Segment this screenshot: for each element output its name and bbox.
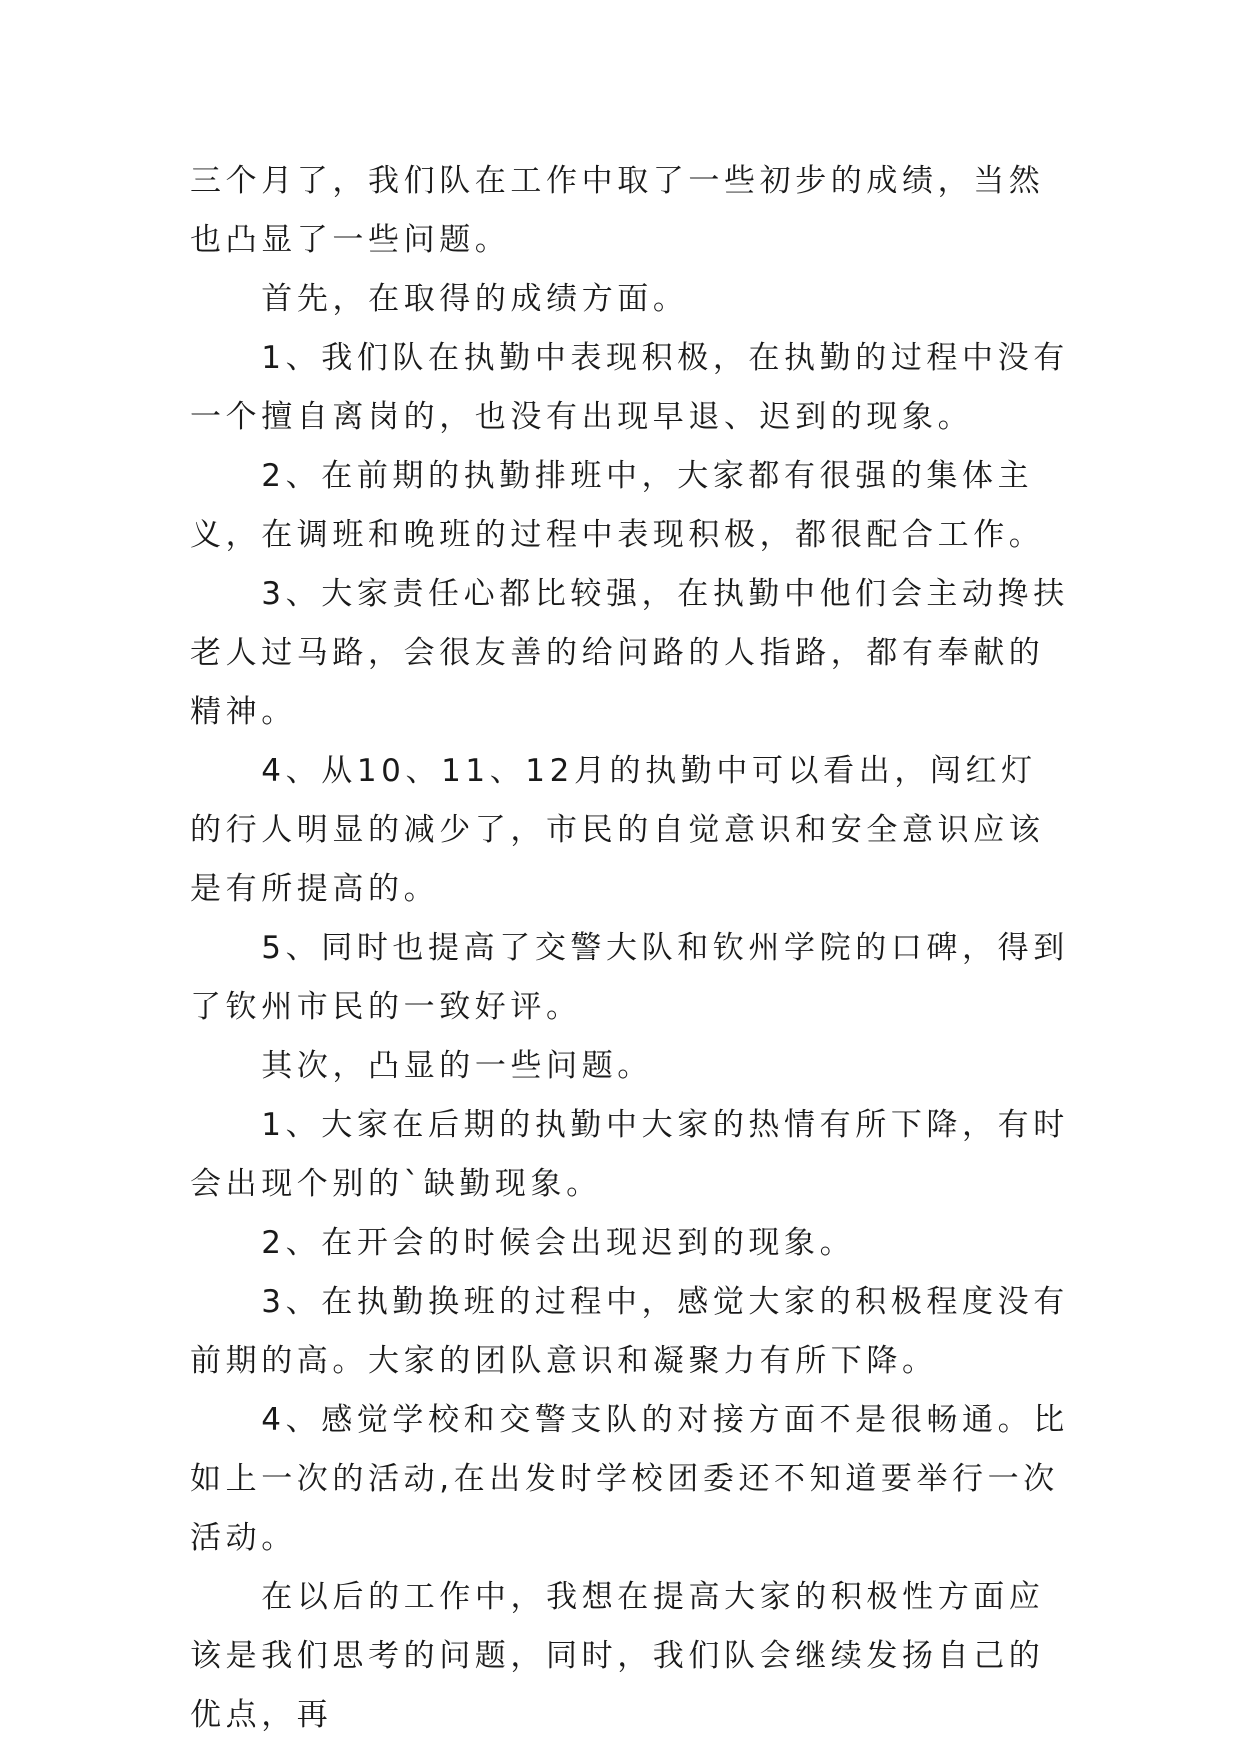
paragraph-problem-4: 4、感觉学校和交警支队的对接方面不是很畅通。比如上一次的活动,在出发时学校团委还不知道要举行一次活动。 [190,1402,1069,1556]
paragraph-achievement-1: 1、我们队在执勤中表现积极，在执勤的过程中没有一个擅自离岗的，也没有出现早退、迟到的现象。 [190,340,1069,435]
paragraph-problem-2: 2、在开会的时候会出现迟到的现象。 [261,1225,856,1261]
paragraph-future-work: 在以后的工作中，我想在提高大家的积极性方面应该是我们思考的问题，同时，我们队会继续发扬自己的优点，再 [190,1579,1045,1733]
document-body [190,152,1070,1745]
paragraph-problems-heading: 其次，凸显的一些问题。 [261,1048,653,1084]
paragraph-achievement-2: 2、在前期的执勤排班中，大家都有很强的集体主义，在调班和晚班的过程中表现积极，都很配合工作。 [190,458,1045,553]
paragraph-achievement-3: 3、大家责任心都比较强，在执勤中他们会主动搀扶老人过马路，会很友善的给问路的人指路，都有奉献的精神。 [190,576,1069,730]
paragraph-problem-1: 1、大家在后期的执勤中大家的热情有所下降，有时会出现个别的`缺勤现象。 [190,1107,1069,1202]
paragraph-achievements-heading: 首先，在取得的成绩方面。 [261,281,689,317]
paragraph-problem-3: 3、在执勤换班的过程中，感觉大家的积极程度没有前期的高。大家的团队意识和凝聚力有所下降。 [190,1284,1069,1379]
paragraph-achievement-5: 5、同时也提高了交警大队和钦州学院的口碑，得到了钦州市民的一致好评。 [190,930,1069,1025]
paragraph-achievement-4: 4、从10、11、12月的执勤中可以看出，闯红灯的行人明显的减少了，市民的自觉意识和安全意识应该是有所提高的。 [190,753,1045,907]
paragraph-intro: 三个月了，我们队在工作中取了一些初步的成绩，当然也凸显了一些问题。 [190,163,1045,258]
